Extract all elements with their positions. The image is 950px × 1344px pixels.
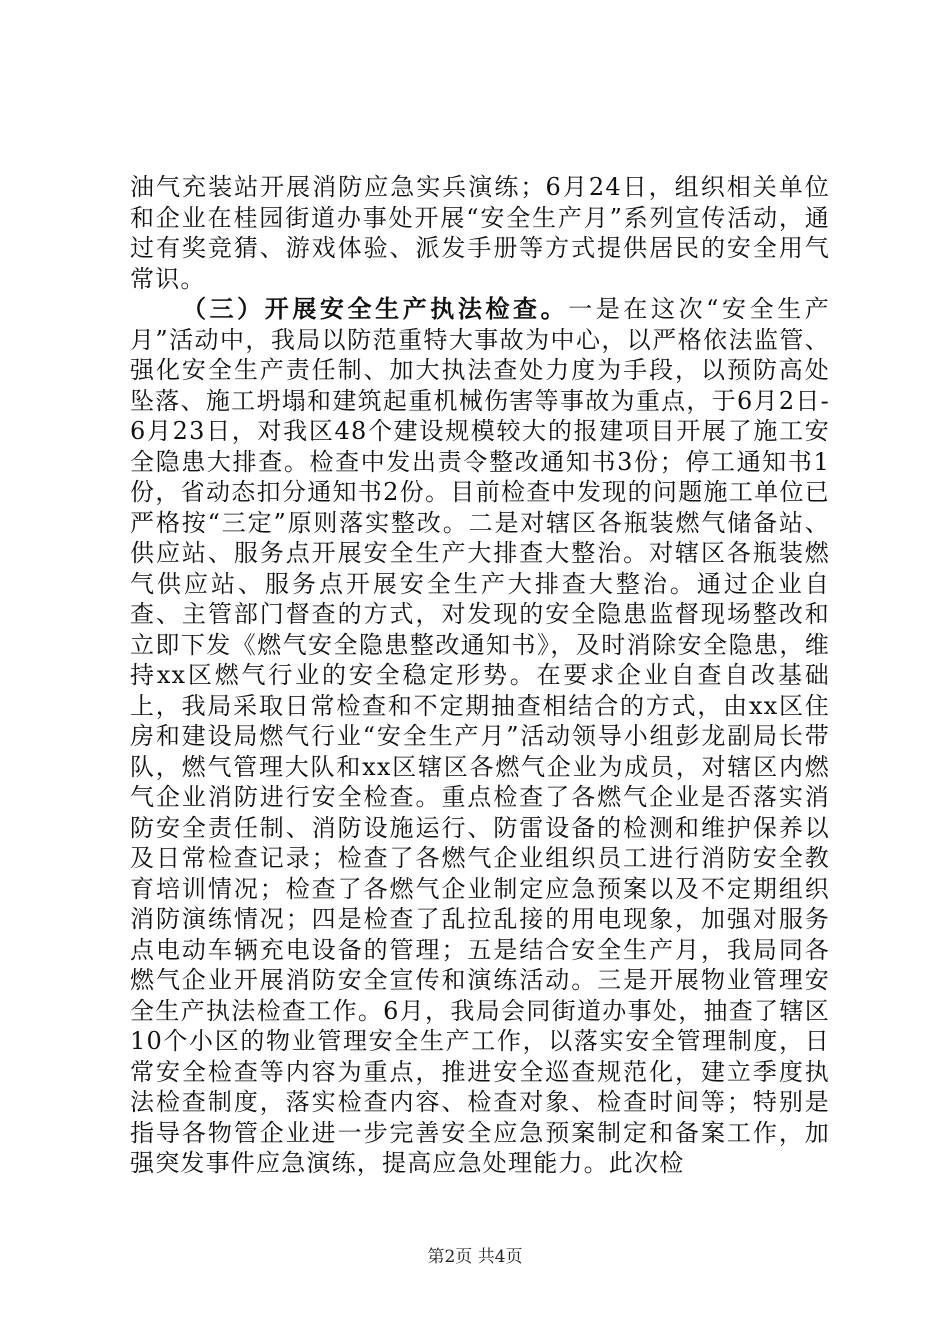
paragraph-body: 一是在这次“安全生产月”活动中，我局以防范重特大事故为中心，以严格依法监管、强化安全生产责任制、加大执法查处力度为手段，以预防高处坠落、施工坍塌和建筑起重机械伤害等事故为重点，于6月2日-6月23日，对我区48个建设规模较大的报建项目开展了施工安全隐患大排查。检查中发出责令整改通知书3份；停工通知书1份，省动态扣分通知书2份。目前检查中发现的问题施工单位已严格按“三定”原则落实整改。二是对辖区各瓶装燃气储备站、供应站、服务点开展安全生产大排查大整治。对辖区各瓶装燃气供应站、服务点开展安全生产大排查大整治。通过企业自查、主管部门督查的方式，对发现的安全隐患监督现场整改和立即下发《燃气安全隐患整改通知书》，及时消除安全隐患，维持xx区燃气行业的安全稳定形势。在要求企业自查自改基础上，我局采取日常检查和不定期抽查相结合的方式，由xx区住房和建设局燃气行业“安全生产月”活动领导小组彭龙副局长带队，燃气管理大队和xx区辖区各燃气企业为成员，对辖区内燃气企业消防进行安全检查。重点检查了各燃气企业是否落实消防安全责任制、消防设施运行、防雷设备的检测和维护保养以及日常检查记录；检查了各燃气企业组织员工进行消防安全教育培训情况；检查了各燃气企业制定应急预案以及不定期组织消防演练情况；四是检查了乱拉乱接的用电现象，加强对服务点电动车辆充电设备的管理；五是结合安全生产月，我局同各燃气企业开展消防安全宣传和演练活动。三是开展物业管理安全生产执法检查工作。6月，我局会同街道办事处，抽查了辖区10个小区的物业管理安全生产工作，以落实安全管理制度，日常安全检查等内容为重点，推进安全巡查规范化，建立季度执法检查制度，落实检查内容、检查对象、检查时间等；特别是指导各物管企业进一步完善安全应急预案制定和备案工作，加强突发事件应急演练，提高应急处理能力。此次检 bbox=[130, 295, 830, 1177]
paragraph-continuation: 油气充装站开展消防应急实兵演练；6月24日，组织相关单位和企业在桂园街道办事处开展“安全生产月”系列宣传活动，通过有奖竞猜、游戏体验、派发手册等方式提供居民的安全用气常识。 bbox=[130, 173, 830, 293]
paragraph-enforcement-inspection bbox=[130, 294, 830, 1179]
section-heading: （三）开展安全生产执法检查。 bbox=[182, 295, 569, 323]
page-number-footer: 第2页 共4页 bbox=[427, 1247, 523, 1267]
document-body bbox=[130, 172, 830, 1179]
